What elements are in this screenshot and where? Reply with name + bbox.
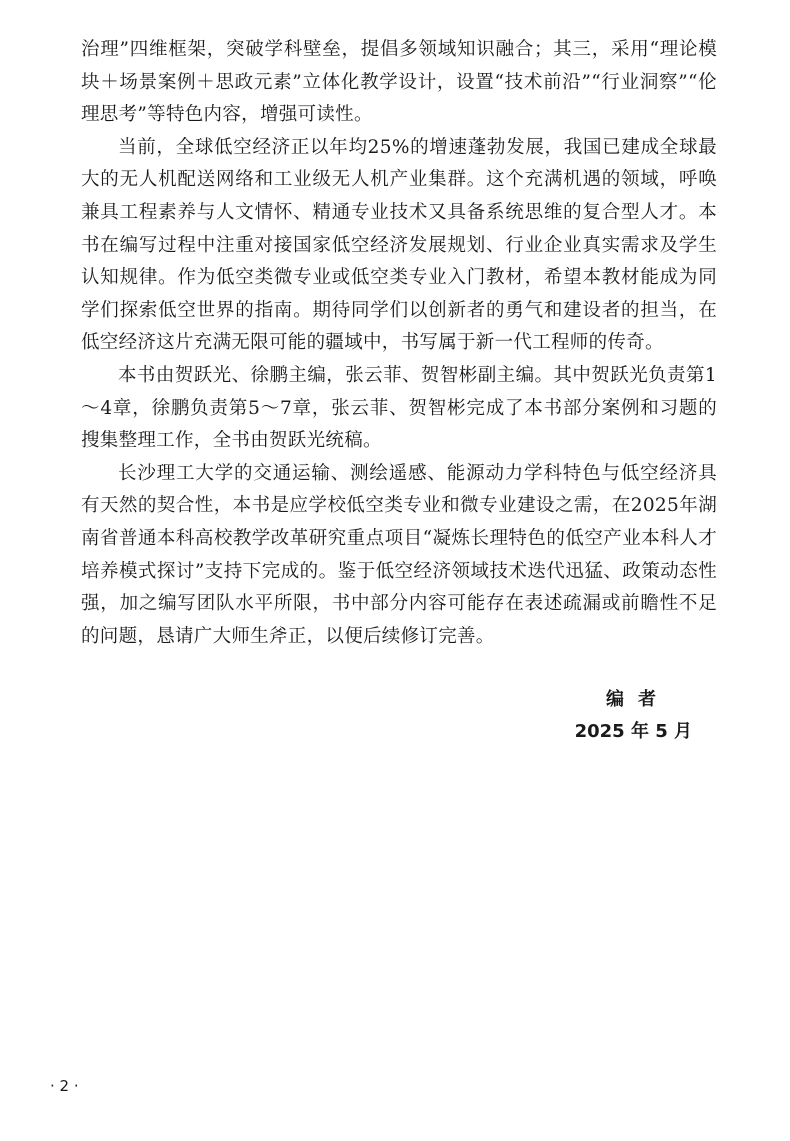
paragraph-authors: 本书由贺跃光、徐鹏主编，张云菲、贺智彬副主编。其中贺跃光负责第1～4章，徐鹏负责第5～7章，张云菲、贺智彬完成了本书部分案例和习题的搜集整理工作，全书由贺跃光统稿。 <box>81 364 717 452</box>
signature-block <box>575 684 692 748</box>
paragraph-continued: 治理”四维框架，突破学科壁垒，提倡多领域知识融合；其三，采用“理论模块＋场景案例＋思政元素”立体化教学设计，设置“技术前沿”“行业洞察”“伦理思考”等特色内容，增强可读性。 <box>81 39 717 126</box>
paragraph-low-altitude-economy: 当前，全球低空经济正以年均25%的增速蓬勃发展，我国已建成全球最大的无人机配送网络和工业级无人机产业集群。这个充满机遇的领域，呼唤兼具工程素养与人文情怀、精通专业技术又具备系统思维的复合型人才。本书在编写过程中注重对接国家低空经济发展规划、行业企业真实需求及学生认知规律。作为低空类微专业或低空类专业入门教材，希望本教材能成为同学们探索低空世界的指南。期待同学们以创新者的勇气和建设者的担当，在低空经济这片充满无限可能的疆域中，书写属于新一代工程师的传奇。 <box>81 136 717 354</box>
signature-author: 编者 <box>606 689 670 710</box>
paragraph-acknowledgement: 长沙理工大学的交通运输、测绘遥感、能源动力学科特色与低空经济具有天然的契合性，本书是应学校低空类专业和微专业建设之需，在2025年湖南省普通本科高校教学改革研究重点项目“凝炼长理特色的低空产业本科人才培养模式探讨”支持下完成的。鉴于低空经济领域技术迭代迅猛、政策动态性强，加之编写团队水平所限，书中部分内容可能存在表述疏漏或前瞻性不足的问题，恳请广大师生斧正，以便后续修订完善。 <box>81 462 717 647</box>
page-body <box>81 34 717 653</box>
page-number: · 2 · <box>50 1077 79 1095</box>
signature-date: 2025 年 5 月 <box>574 721 692 742</box>
